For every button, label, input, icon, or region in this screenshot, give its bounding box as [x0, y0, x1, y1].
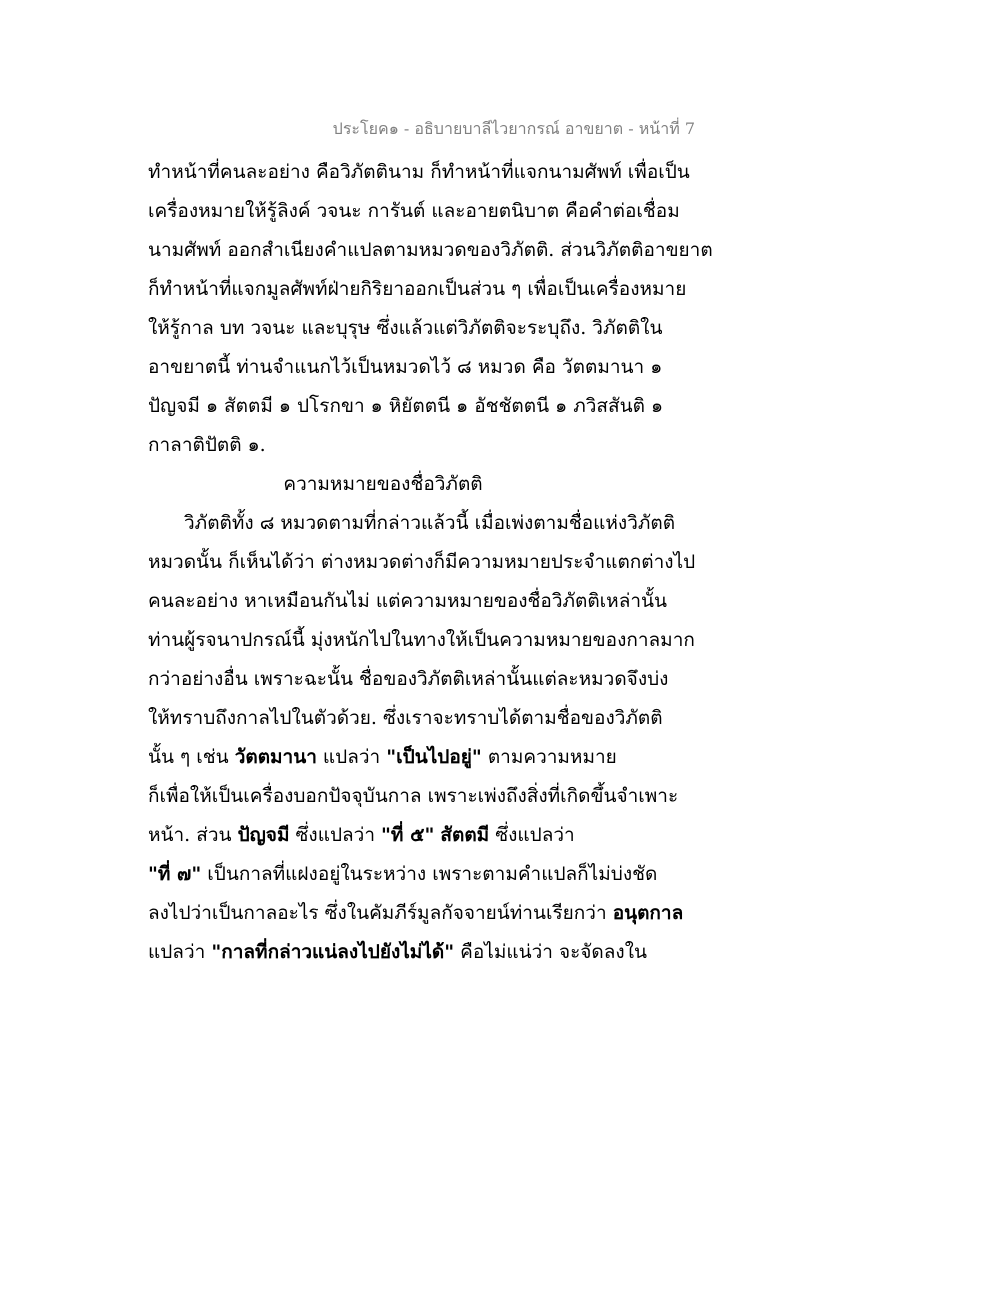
text-run: นั้น ๆ เช่น	[148, 746, 235, 768]
text-run: แปลว่า	[316, 746, 387, 768]
text-run: แปลว่า	[148, 941, 212, 963]
term-bold: "กาลที่กล่าวแน่ลงไปยังไม่ได้"	[211, 941, 455, 963]
term-bold: "ที่ ๗"	[148, 863, 202, 885]
text-line: กว่าอย่างอื่น เพราะฉะนั้น ชื่อของวิภัตติเหล่านั้นแต่ละหมวดจึงบ่ง	[148, 668, 669, 690]
text-line: กาลาติปัตติ ๑.	[148, 434, 266, 456]
text-line: ท่านผู้รจนาปกรณ์นี้ มุ่งหนักไปในทางให้เป็นความหมายของกาลมาก	[148, 629, 695, 651]
term-bold: อนุตกาล	[612, 902, 684, 924]
text-line: ปัญจมี ๑ สัตตมี ๑ ปโรกขา ๑ หิยัตตนี ๑ อัชชัตตนี ๑ ภวิสสันติ ๑	[148, 395, 664, 417]
text-line: ทำหน้าที่คนละอย่าง คือวิภัตตินาม ก็ทำหน้าที่แจกนามศัพท์ เพื่อเป็น	[148, 161, 690, 183]
text-line: หมวดนั้น ก็เห็นได้ว่า ต่างหมวดต่างก็มีความหมายประจำแตกต่างไป	[148, 551, 696, 573]
text-line: เครื่องหมายให้รู้ลิงค์ วจนะ การันต์ และอายตนิบาต คือคำต่อเชื่อม	[148, 200, 680, 222]
text-line	[148, 933, 708, 972]
text-run: เป็นกาลที่แฝงอยู่ในระหว่าง เพราะตามคำแปลก็ไม่บ่งชัด	[201, 863, 658, 885]
text-line: ให้รู้กาล บท วจนะ และบุรุษ ซึ่งแล้วแต่วิภัตติจะระบุถึง. วิภัตติใน	[148, 317, 663, 339]
text-run: หน้า. ส่วน	[148, 824, 238, 846]
section-heading: ความหมายของชื่อวิภัตติ	[283, 473, 483, 495]
text-line	[148, 855, 708, 894]
page-header: ประโยค๑ - อธิบายบาลีไวยากรณ์ อาขยาต - หน้าที่ 7	[332, 119, 695, 138]
text-run: ตามความหมาย	[481, 746, 617, 768]
body-text	[148, 153, 713, 972]
term-bold: ปัญจมี	[237, 824, 290, 846]
text-run: ลงไปว่าเป็นกาลอะไร ซึ่งในคัมภีร์มูลกัจจายน์ท่านเรียกว่า	[148, 902, 607, 924]
term-bold: วัตตมานา	[234, 746, 317, 768]
text-line: คนละอย่าง หาเหมือนกันไม่ แต่ความหมายของชื่อวิภัตติเหล่านั้น	[148, 590, 667, 612]
text-line: นามศัพท์ ออกสำเนียงคำแปลตามหมวดของวิภัตติ. ส่วนวิภัตติอาขยาต	[148, 239, 713, 261]
text-line	[148, 894, 708, 933]
term-bold: สัตตมี	[440, 824, 490, 846]
text-line: ก็เพื่อให้เป็นเครื่องบอกปัจจุบันกาล เพราะเพ่งถึงสิ่งที่เกิดขึ้นจำเพาะ	[148, 785, 679, 807]
text-line: ให้ทราบถึงกาลไปในตัวด้วย. ซึ่งเราจะทราบได้ตามชื่อของวิภัตติ	[148, 707, 663, 729]
text-line: อาขยาตนี้ ท่านจำแนกไว้เป็นหมวดไว้ ๘ หมวด คือ วัตตมานา ๑	[148, 356, 663, 378]
text-run: ซึ่งแปลว่า	[489, 824, 575, 846]
text-line: ก็ทำหน้าที่แจกมูลศัพท์ฝ่ายกิริยาออกเป็นส่วน ๆ เพื่อเป็นเครื่องหมาย	[148, 278, 687, 300]
text-run: ซึ่งแปลว่า	[289, 824, 382, 846]
text-line	[148, 816, 708, 855]
text-line: วิภัตติทั้ง ๘ หมวดตามที่กล่าวแล้วนี้ เมื่อเพ่งตามชื่อแห่งวิภัตติ	[184, 512, 676, 534]
term-bold: "ที่ ๕"	[381, 824, 435, 846]
text-run: คือไม่แน่ว่า จะจัดลงใน	[454, 941, 647, 963]
text-line	[148, 738, 708, 777]
term-bold: "เป็นไปอยู่"	[386, 746, 482, 768]
